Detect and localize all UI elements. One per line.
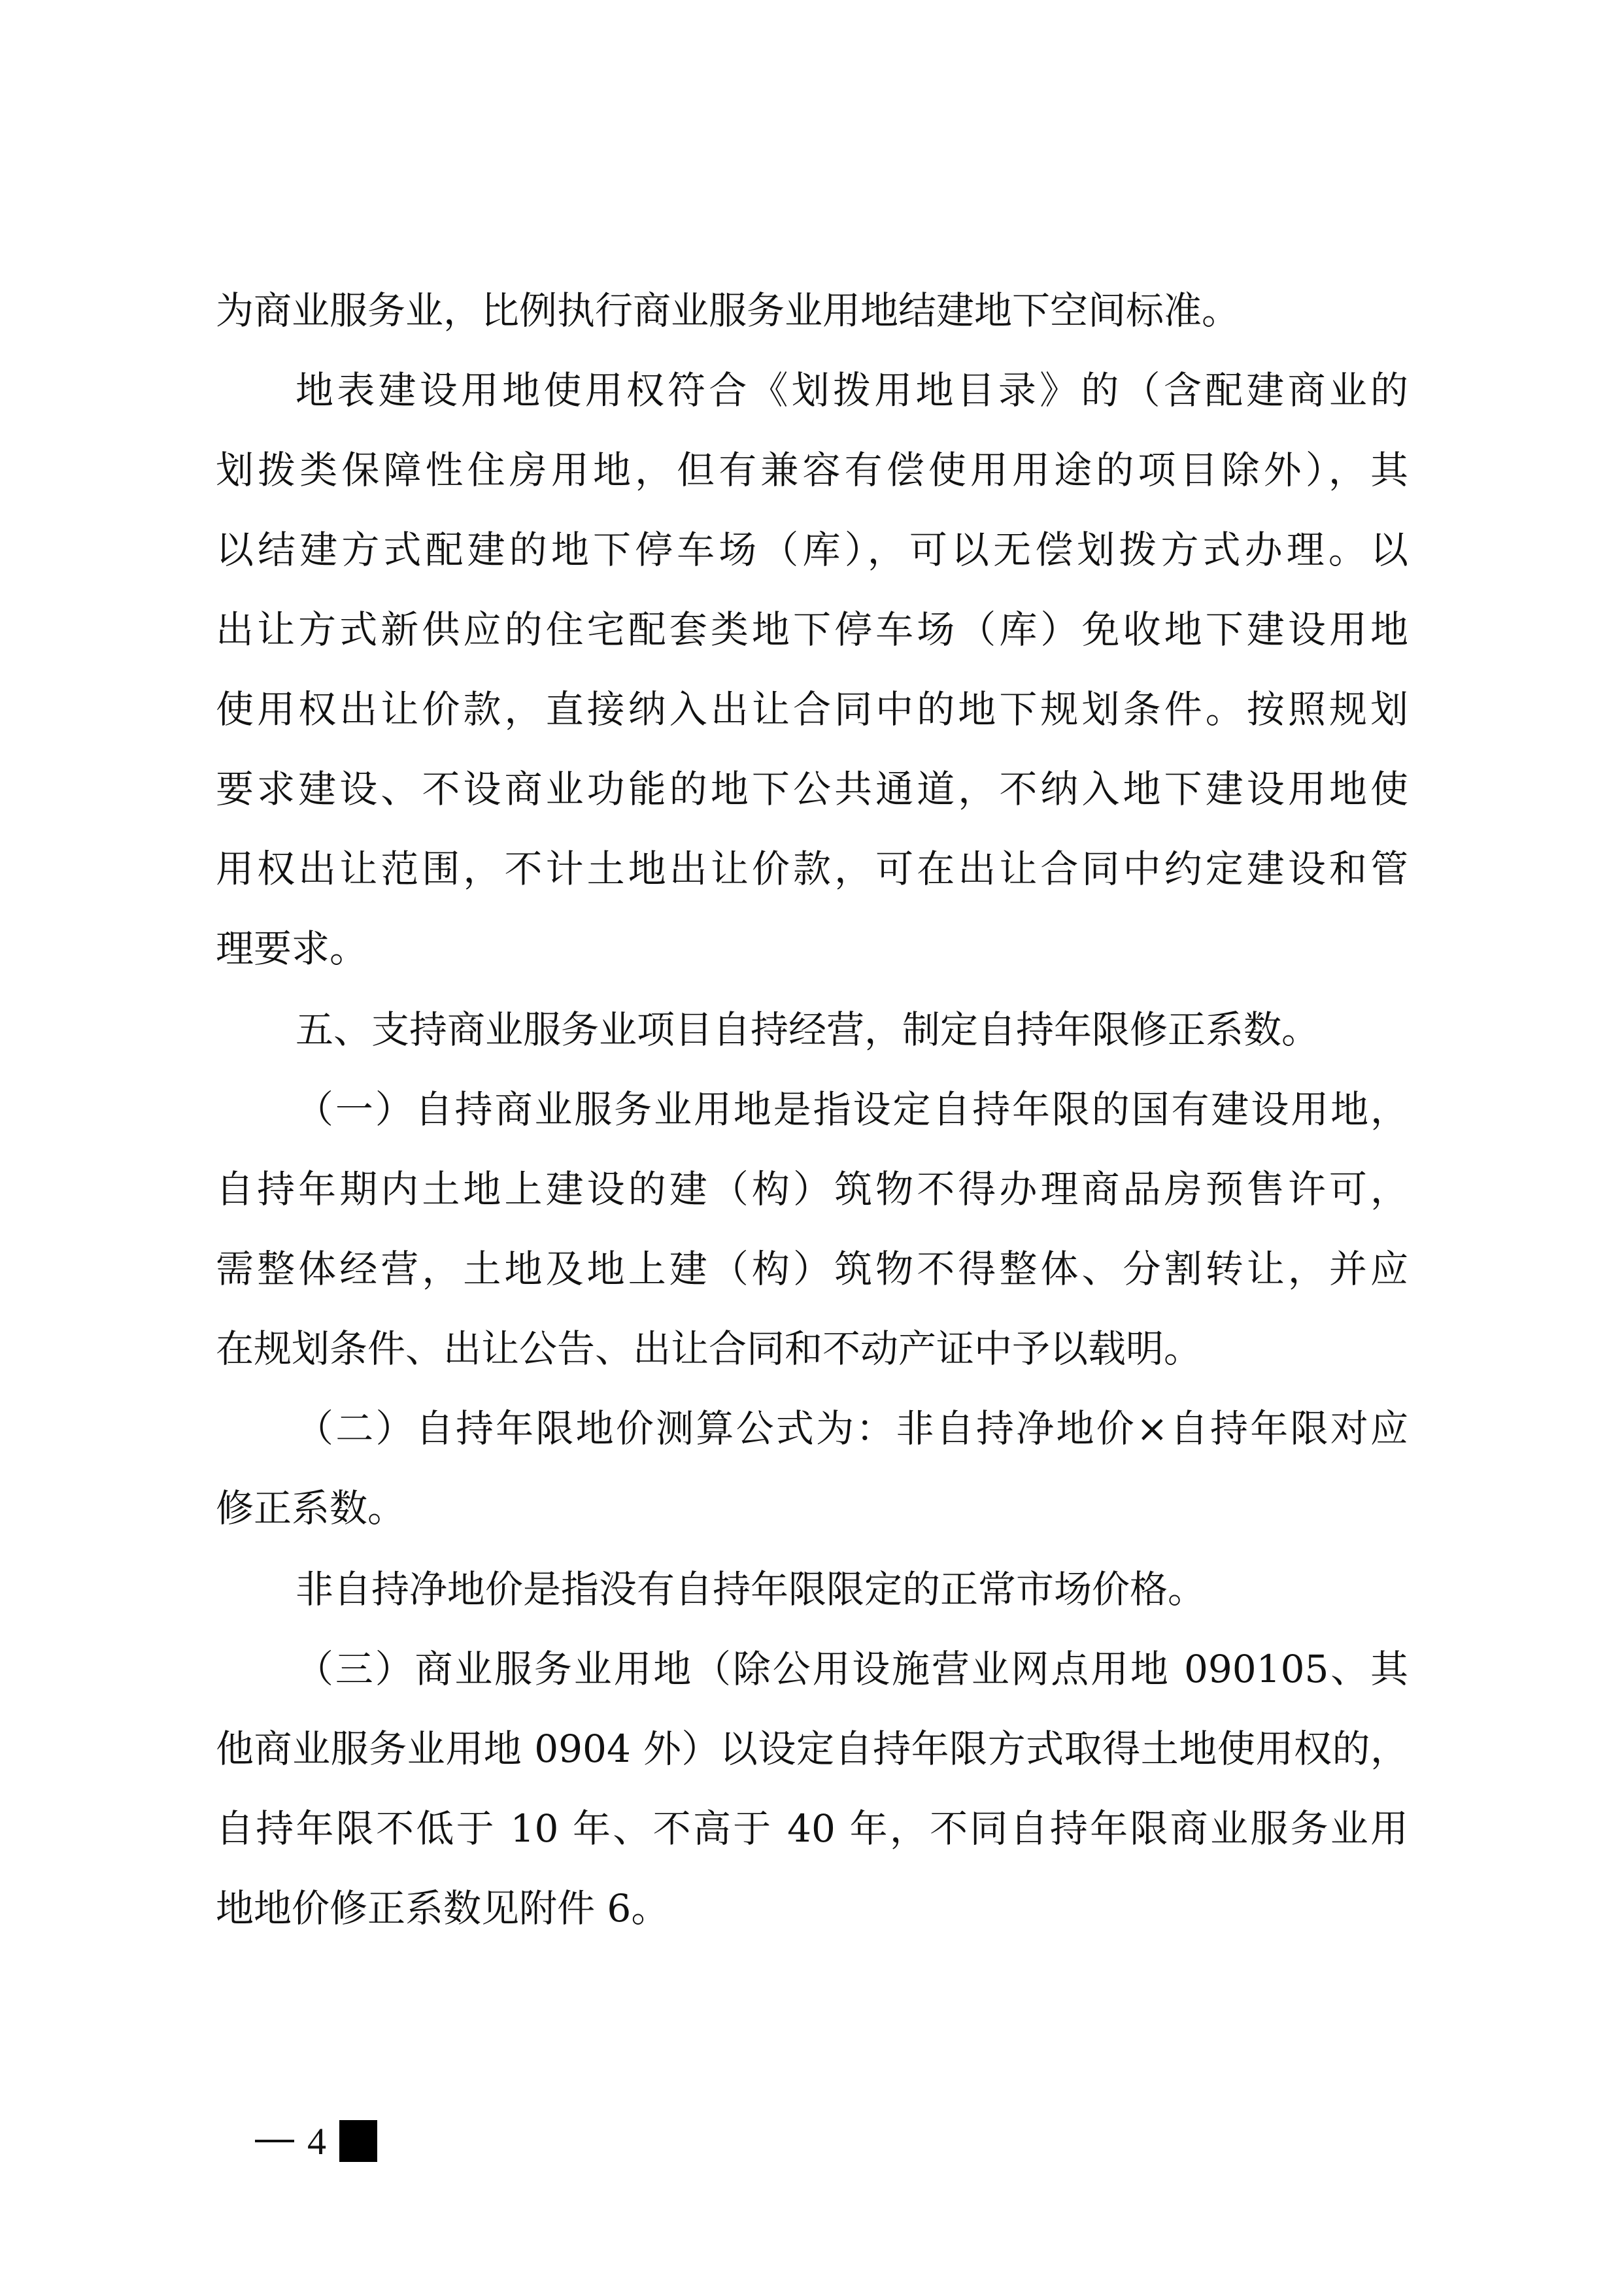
- text-line: 他商业服务业用地 0904 外）以设定自持年限方式取得土地使用权的，: [216, 1727, 1408, 1771]
- section-heading: 五、支持商业服务业项目自持经营，制定自持年限修正系数。: [296, 1007, 1320, 1052]
- black-square-mark: [339, 2120, 377, 2162]
- page-footer: [255, 2118, 377, 2164]
- page-number: 4: [307, 2119, 326, 2163]
- text-line: 使用权出让价款，直接纳入出让合同中的地下规划条件。按照规划: [216, 687, 1408, 732]
- text-line: 地表建设用地使用权符合《划拨用地目录》的（含配建商业的: [296, 368, 1408, 413]
- text-line: 用权出让范围，不计土地出让价款，可在出让合同中约定建设和管: [216, 847, 1408, 891]
- text-line: 非自持净地价是指没有自持年限限定的正常市场价格。: [296, 1567, 1206, 1611]
- text-line: （一）自持商业服务业用地是指设定自持年限的国有建设用地，: [296, 1087, 1408, 1132]
- text-line: 修正系数。: [216, 1486, 406, 1530]
- text-line: 地地价修正系数见附件 6。: [216, 1886, 669, 1931]
- text-line: 在规划条件、出让公告、出让合同和不动产证中予以载明。: [216, 1326, 1202, 1371]
- text-line: 自持年限不低于 10 年、不高于 40 年，不同自持年限商业服务业用: [216, 1806, 1408, 1851]
- text-line: （二）自持年限地价测算公式为：非自持净地价×自持年限对应: [296, 1406, 1408, 1451]
- footer-dash: [255, 2140, 294, 2142]
- text-line: （三）商业服务业用地（除公用设施营业网点用地 090105、其: [296, 1647, 1408, 1691]
- text-line: 理要求。: [216, 926, 368, 971]
- text-line: 要求建设、不设商业功能的地下公共通道，不纳入地下建设用地使: [216, 767, 1408, 811]
- text-line: 划拨类保障性住房用地，但有兼容有偿使用用途的项目除外），其: [216, 448, 1408, 492]
- text-line: 需整体经营，土地及地上建（构）筑物不得整体、分割转让，并应: [216, 1247, 1408, 1291]
- text-line: 自持年期内土地上建设的建（构）筑物不得办理商品房预售许可，: [216, 1167, 1408, 1211]
- text-line: 出让方式新供应的住宅配套类地下停车场（库）免收地下建设用地: [216, 607, 1408, 652]
- text-line: 以结建方式配建的地下停车场（库），可以无偿划拨方式办理。以: [216, 528, 1408, 572]
- text-line: 为商业服务业，比例执行商业服务业用地结建地下空间标准。: [216, 288, 1240, 333]
